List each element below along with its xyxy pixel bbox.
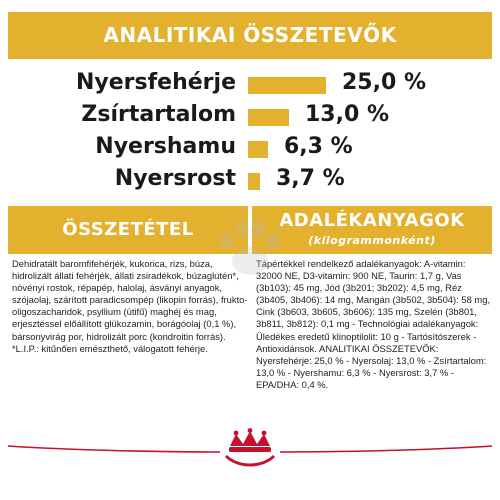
nutrient-label: Zsírtartalom (81, 102, 236, 127)
nutrient-row (0, 70, 500, 100)
crown-logo-icon (220, 428, 280, 472)
nutrient-bar (248, 109, 289, 126)
nutrient-value: 25,0 % (342, 70, 426, 95)
additives-text: Tápértékkel rendelkező adalékanyagok: A-vitamin: 32000 NE, D3-vitamin: 900 NE, Taurin: 1,7 g, Vas (3b103): 45 mg, Jód (3b201; 3b202): 4,5 mg, Réz (3b405, 3b406): 14 mg, Mangán (3b502, 3b504): 58 mg, Cink (3b603, 3b605, 3b606): 135 mg, Szelén (3b801, 3b811, 3b812): 0,1 mg - Technológiai adalékanyagok: Üledékes eredetű klinoptilolit: 10 g - Tartósítószerek - Antioxidánsok. ANALITIKAI ÖSSZETEVŐK: Nyersfehérje: 25,0 % - Nyersolaj: 13,0 % - Zsírtartalom: 13,0 % - Nyershamu: 6,3 % - Nyersrost: 3,7 % - EPA/DHA: 0,4 %. (256, 258, 491, 390)
nutrient-row (0, 166, 500, 196)
nutrient-value: 3,7 % (276, 166, 345, 191)
nutrient-bar (248, 77, 326, 94)
nutrient-label: Nyersrost (114, 166, 236, 191)
nutrient-label: Nyersfehérje (75, 70, 236, 95)
composition-title: ÖSSZETÉTEL (62, 219, 194, 240)
nutrient-row (0, 134, 500, 164)
nutrient-value: 6,3 % (284, 134, 353, 159)
analytics-title: ANALITIKAI ÖSSZETEVŐK (103, 23, 397, 47)
nutrient-row (0, 102, 500, 132)
nutrient-bar (248, 141, 268, 158)
nutrient-bar (248, 173, 260, 190)
composition-text: Dehidratált baromfifehérjék, kukorica, rizs, búza, hidrolizált állati fehérjék, állati zsiradékok, búzaglutén*, növényi rostok, répapép, halolaj, ásványi anyagok, szójaolaj, szárított paradicsompép (likopin forrás), frukto-oligoszacharidok, psyllium (útifű) maghéj és mag, erjesztéssel előállított glükozamin, borágóolaj (0,1 %), bársonyvirág por, hidrolizált porc (kondroitin forrás). *L.I.P.: kitűnően emészthető, válogatott fehérje. (12, 258, 248, 354)
additives-title: ADALÉKANYAGOK (279, 210, 465, 231)
nutrient-value: 13,0 % (305, 102, 389, 127)
paw-watermark-icon (205, 215, 295, 285)
nutrient-label: Nyershamu (95, 134, 236, 159)
additives-subtitle: (kilogrammonként) (308, 234, 436, 247)
analytics-header-banner (8, 12, 492, 59)
